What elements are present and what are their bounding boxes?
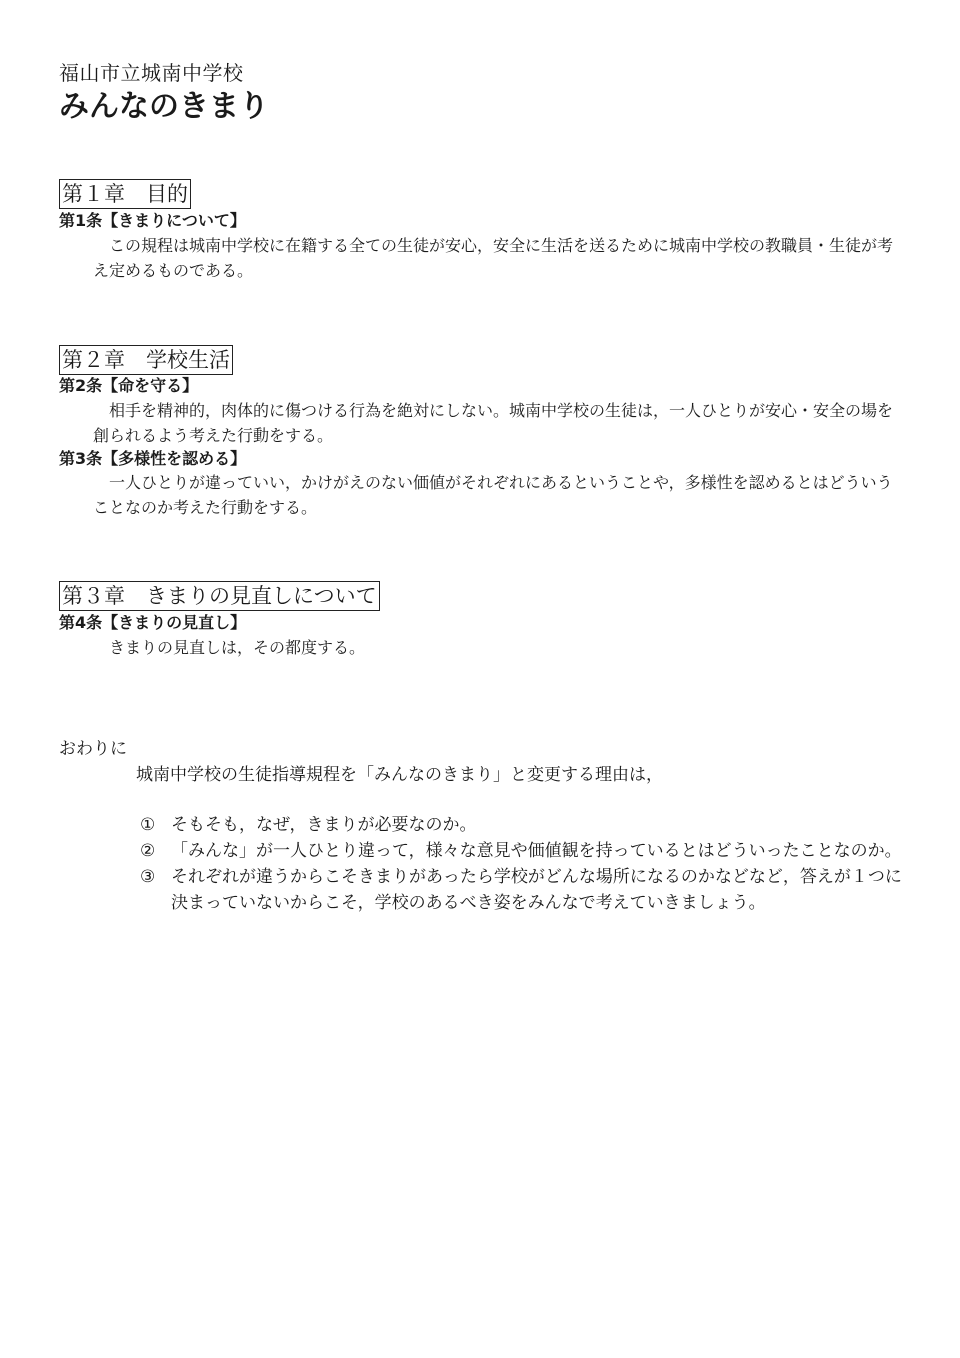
school-name: 福山市立城南中学校 — [59, 61, 244, 85]
article-2-text: 相手を精神的，肉体的に傷つける行為を絶対にしない。城南中学校の生徒は，一人ひとりが安心・安全の場を創られるよう考えた行動をする。 — [93, 401, 894, 445]
reason-text: それぞれが違うからこそきまりがあったら学校がどんな場所になるのかなどなど，答えが１つに決まっていないからこそ，学校のあるべき姿をみんなで考えていきましょう。 — [171, 867, 902, 913]
article-4-heading: 第4条【きまりの見直し】 — [59, 613, 247, 632]
reason-item-1 — [140, 812, 905, 838]
chapter-1-heading: 第１章 目的 — [59, 179, 191, 209]
reason-number: ③ — [140, 867, 156, 887]
chapter-3-heading: 第３章 きまりの見直しについて — [59, 581, 380, 611]
chapter-2-heading: 第２章 学校生活 — [59, 345, 233, 375]
closing-heading: おわりに — [59, 739, 127, 759]
document-title: みんなのきまり — [59, 89, 269, 124]
reason-text: そもそも，なぜ，きまりが必要なのか。 — [171, 815, 477, 835]
reason-number: ② — [140, 841, 156, 861]
reason-number: ① — [140, 815, 156, 835]
article-4-text: きまりの見直しは，その都度する。 — [109, 638, 366, 657]
closing-intro: 城南中学校の生徒指導規程を「みんなのきまり」と変更する理由は， — [136, 765, 663, 785]
reason-item-3 — [140, 864, 905, 916]
reason-item-2 — [140, 838, 905, 864]
reason-list — [140, 812, 905, 916]
reason-text: 「みんな」が一人ひとり違って，様々な意見や価値観を持っているとはどういったことなのか。 — [171, 841, 902, 861]
article-2-heading: 第2条【命を守る】 — [59, 376, 199, 395]
article-1-heading: 第1条【きまりについて】 — [59, 211, 246, 230]
article-3-heading: 第3条【多様性を認める】 — [59, 449, 247, 468]
article-3-text: 一人ひとりが違っていい，かけがえのない価値がそれぞれにあるということや，多様性を認めるとはどういうことなのか考えた行動をする。 — [93, 473, 893, 517]
article-1-text: この規程は城南中学校に在籍する全ての生徒が安心，安全に生活を送るために城南中学校の教職員・生徒が考え定めるものである。 — [93, 236, 894, 280]
